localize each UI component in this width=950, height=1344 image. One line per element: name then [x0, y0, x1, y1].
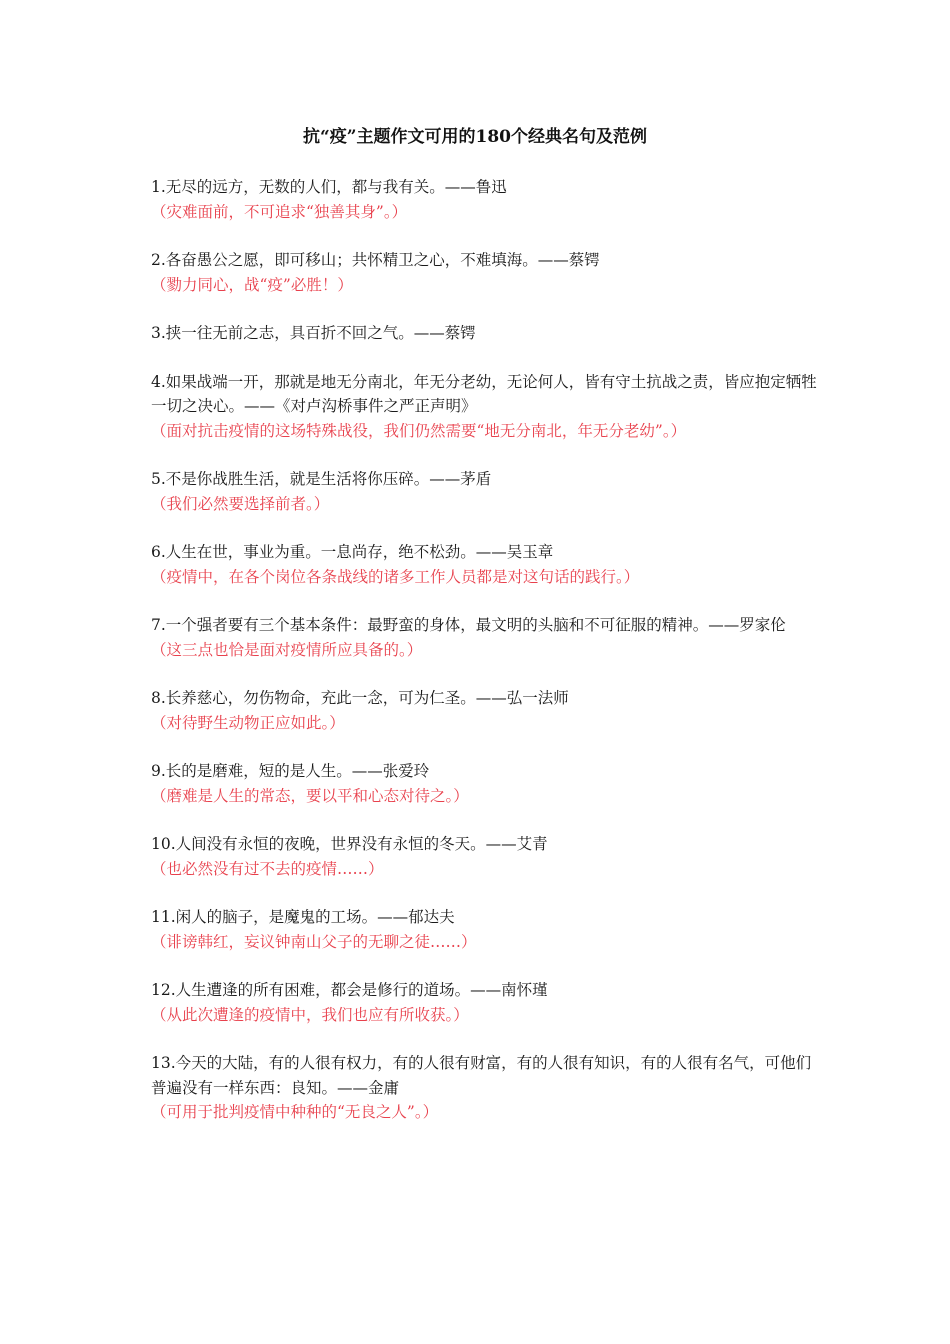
quote-comment: （可用于批判疫情中种种的“无良之人”。）	[151, 1103, 439, 1121]
quote-text: 10.人间没有永恒的夜晚，世界没有永恒的冬天。——艾青	[151, 835, 548, 853]
quote-text: 12.人生遭逢的所有困难，都会是修行的道场。——南怀瑾	[151, 981, 548, 999]
quote-entry-12	[151, 978, 821, 1027]
quote-comment: （勠力同心，战“疫”必胜！）	[151, 275, 353, 294]
quote-comment: （灾难面前，不可追求“独善其身”。）	[151, 202, 408, 221]
quote-text: 9.长的是磨难，短的是人生。——张爱玲	[151, 762, 430, 780]
quote-comment: （这三点也恰是面对疫情所应具备的。）	[151, 640, 423, 659]
quote-entry-4	[151, 370, 821, 444]
quote-text: 2.各奋愚公之愿，即可移山；共怀精卫之心，不难填海。——蔡锷	[151, 251, 600, 269]
quote-comment: （从此次遭逢的疫情中，我们也应有所收获。）	[151, 1005, 469, 1024]
quote-list	[151, 175, 821, 1149]
quote-entry-7	[151, 613, 821, 662]
quote-entry-8	[151, 686, 821, 735]
quote-text: 4.如果战端一开，那就是地无分南北，年无分老幼，无论何人，皆有守土抗战之责，皆应抱定牺牲一切之决心。——《对卢沟桥事件之严正声明》	[151, 372, 817, 415]
quote-text: 6.人生在世，事业为重。一息尚存，绝不松劲。——吴玉章	[151, 543, 554, 561]
quote-text: 5.不是你战胜生活，就是生活将你压碎。——茅盾	[151, 470, 492, 488]
quote-entry-3	[151, 321, 821, 346]
quote-entry-5	[151, 467, 821, 516]
quote-entry-13	[151, 1051, 821, 1125]
quote-text: 3.挟一往无前之志，具百折不回之气。——蔡锷	[151, 324, 476, 342]
quote-comment: （诽谤韩红，妄议钟南山父子的无聊之徒……）	[151, 932, 477, 951]
quote-text: 11.闲人的脑子，是魔鬼的工场。——郁达夫	[151, 908, 455, 926]
quote-comment: （磨难是人生的常态，要以平和心态对待之。）	[151, 786, 469, 805]
quote-comment: （也必然没有过不去的疫情……）	[151, 859, 384, 878]
quote-entry-6	[151, 540, 821, 589]
quote-entry-2	[151, 248, 821, 297]
quote-entry-9	[151, 759, 821, 808]
quote-comment: （疫情中，在各个岗位各条战线的诸多工作人员都是对这句话的践行。）	[151, 567, 640, 586]
quote-text: 8.长养慈心，勿伤物命，充此一念，可为仁圣。——弘一法师	[151, 689, 569, 707]
quote-text: 7.一个强者要有三个基本条件：最野蛮的身体，最文明的头脑和不可征服的精神。——罗家伦	[151, 616, 786, 634]
quote-comment: （面对抗击疫情的这场特殊战役，我们仍然需要“地无分南北，年无分老幼”。）	[151, 421, 687, 440]
quote-text: 13.今天的大陆，有的人很有权力，有的人很有财富，有的人很有知识，有的人很有名气，可他们普遍没有一样东西：良知。——金庸	[151, 1054, 812, 1097]
quote-entry-1	[151, 175, 821, 224]
quote-comment: （对待野生动物正应如此。）	[151, 713, 345, 732]
quote-entry-11	[151, 905, 821, 954]
page-title: 抗“疫”主题作文可用的180个经典名句及范例	[302, 127, 648, 147]
quote-text: 1.无尽的远方，无数的人们，都与我有关。——鲁迅	[151, 178, 507, 196]
quote-entry-10	[151, 832, 821, 881]
quote-comment: （我们必然要选择前者。）	[151, 494, 330, 513]
